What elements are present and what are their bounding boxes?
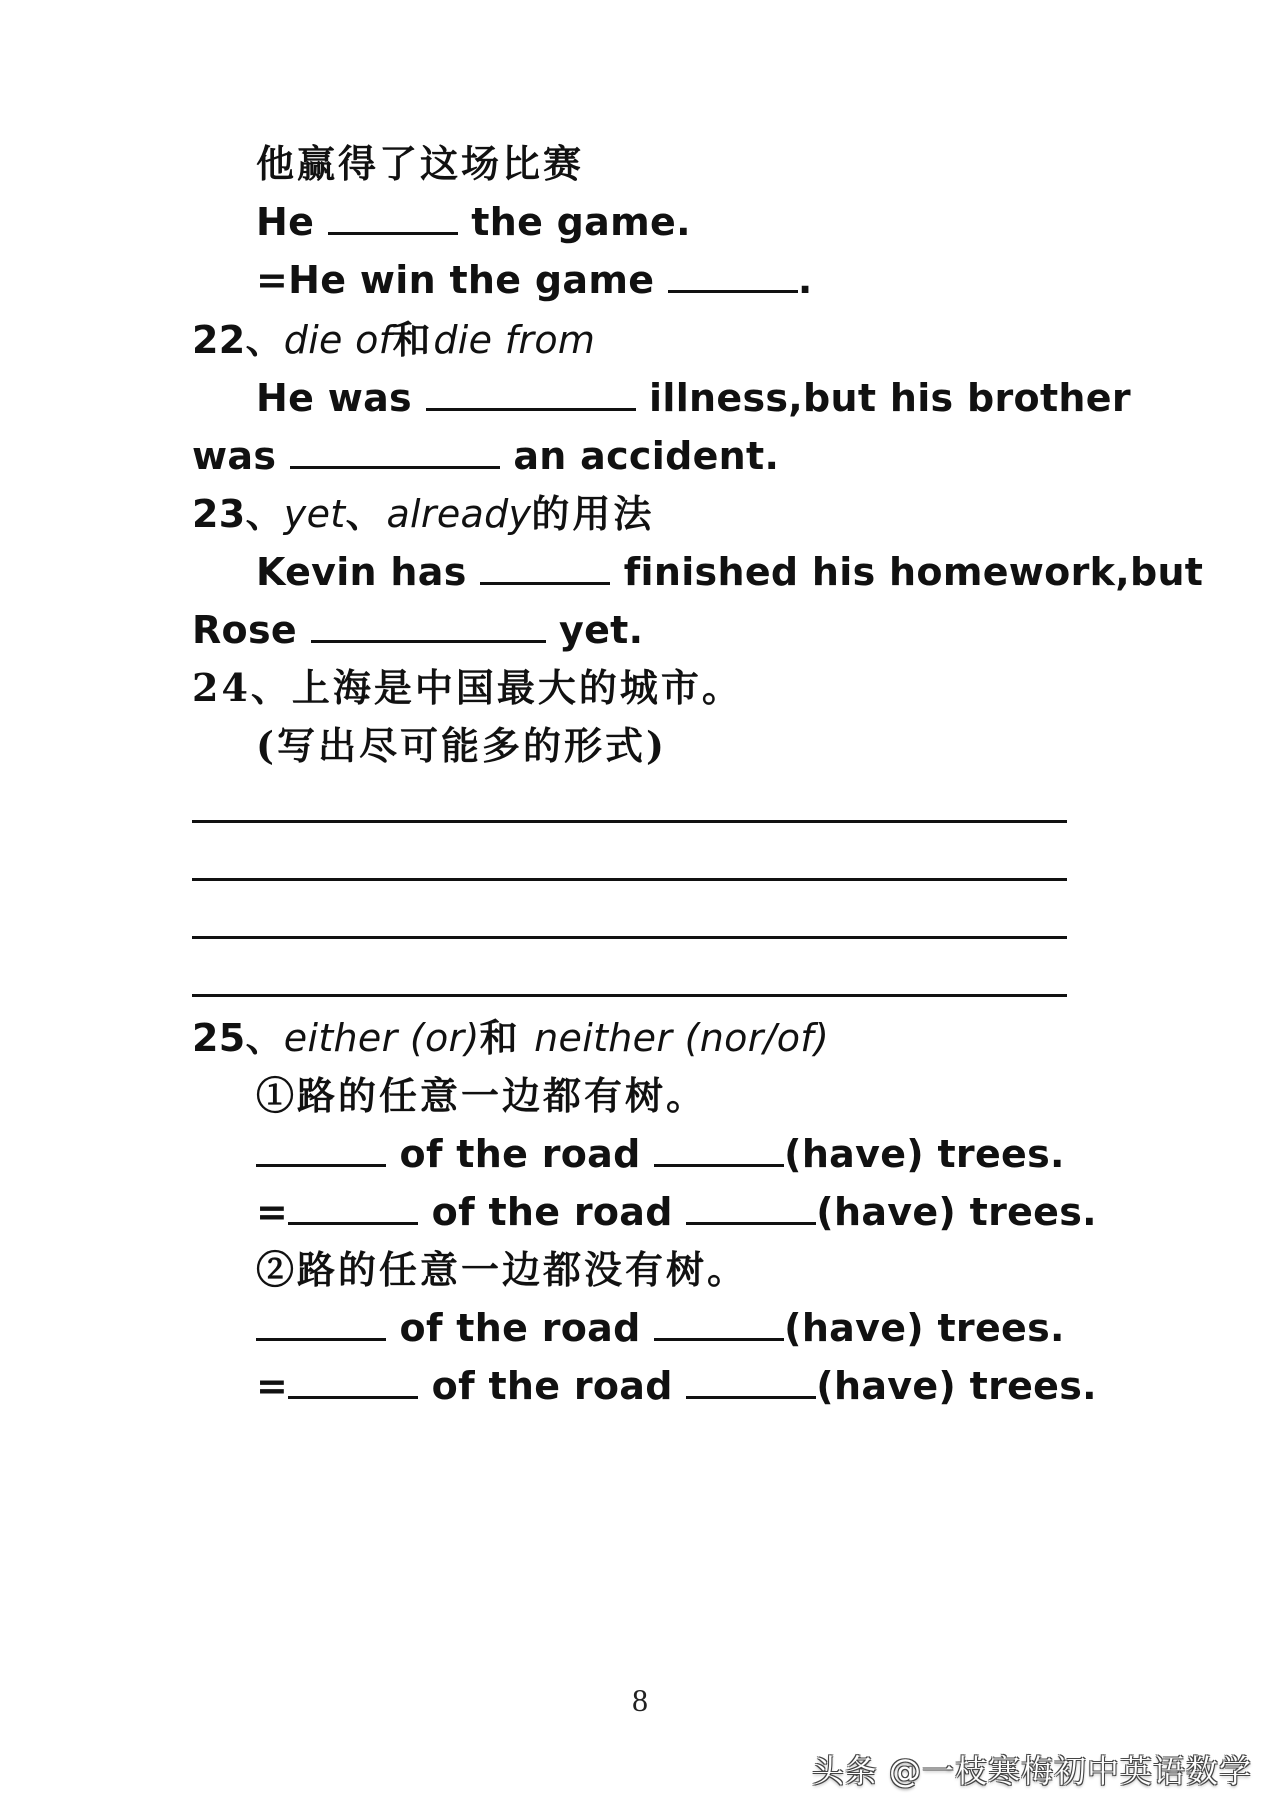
answer-blank[interactable] [288,1392,418,1399]
answer-line[interactable] [192,936,1067,939]
q21-chinese-sentence: 他赢得了这场比赛 [256,141,585,186]
equals-sign: = [256,1190,289,1234]
answer-line[interactable] [192,994,1067,997]
q21-line-1 [256,198,691,246]
watermark: 头条 @一枝寒梅初中英语数学 [811,1752,1252,1790]
text-segment: =He win the game [256,258,655,302]
heading-suffix: 的用法 [531,491,655,536]
term: either (or) [283,1016,480,1060]
q25-heading [192,1014,829,1062]
text-segment: the game. [471,200,691,244]
q22-line-2 [192,432,779,480]
q23-line-1 [256,548,1203,596]
text-segment: Rose [192,608,297,652]
q23-line-2 [192,606,643,654]
question-number: 22、 [192,318,284,362]
text-segment: He was [256,376,412,420]
answer-line[interactable] [192,820,1067,823]
q23-heading [192,490,654,538]
answer-blank[interactable] [288,1218,418,1225]
q25-part2-chinese: ②路的任意一边都没有树。 [256,1247,749,1292]
answer-blank[interactable] [328,228,458,235]
equals-sign: = [256,1364,289,1408]
text-segment: (have) trees. [784,1132,1065,1176]
text-segment: was [192,434,277,478]
answer-blank[interactable] [654,1334,784,1341]
term: die of [283,318,393,362]
q25-part1-line-1 [256,1130,1065,1178]
answer-blank[interactable] [256,1334,386,1341]
q21-line-2 [256,256,813,304]
answer-blank[interactable] [290,462,500,469]
q24-heading: 24、上海是中国最大的城市。 [192,665,743,710]
text-segment: of the road [431,1364,673,1408]
text-segment: of the road [431,1190,673,1234]
q22-line-1 [256,374,1131,422]
q22-heading [192,316,595,364]
q24-instruction: (写出尽可能多的形式) [256,723,667,768]
question-number: 25、 [192,1016,284,1060]
answer-blank[interactable] [256,1160,386,1167]
text-segment: of the road [399,1306,641,1350]
q25-part2-line-2 [256,1362,1097,1410]
answer-blank[interactable] [686,1392,816,1399]
text-segment: (have) trees. [816,1364,1097,1408]
text-segment: finished his homework,but [623,550,1204,594]
answer-line[interactable] [192,878,1067,881]
q25-part2-line-1 [256,1304,1065,1352]
term: neither (nor/of) [534,1016,830,1060]
text-segment: an accident. [513,434,780,478]
answer-blank[interactable] [654,1160,784,1167]
text-segment: Kevin has [256,550,467,594]
term: yet [283,492,346,536]
answer-blank[interactable] [426,404,636,411]
connector: 和 [479,1015,521,1060]
term: already [386,492,532,536]
q25-part1-chinese: ①路的任意一边都有树。 [256,1073,708,1118]
answer-blank[interactable] [311,636,546,643]
text-segment: . [797,258,813,302]
text-segment: He [256,200,315,244]
text-segment: illness,but his brother [649,376,1131,420]
answer-blank[interactable] [668,286,798,293]
term: die from [433,318,596,362]
text-segment: of the road [399,1132,641,1176]
q25-part1-line-2 [256,1188,1097,1236]
connector: 和 [392,317,434,362]
separator: 、 [345,491,387,536]
answer-blank[interactable] [686,1218,816,1225]
question-number: 23、 [192,492,284,536]
page-number: 8 [632,1682,648,1718]
answer-blank[interactable] [480,578,610,585]
text-segment: yet. [559,608,644,652]
text-segment: (have) trees. [784,1306,1065,1350]
text-segment: (have) trees. [816,1190,1097,1234]
